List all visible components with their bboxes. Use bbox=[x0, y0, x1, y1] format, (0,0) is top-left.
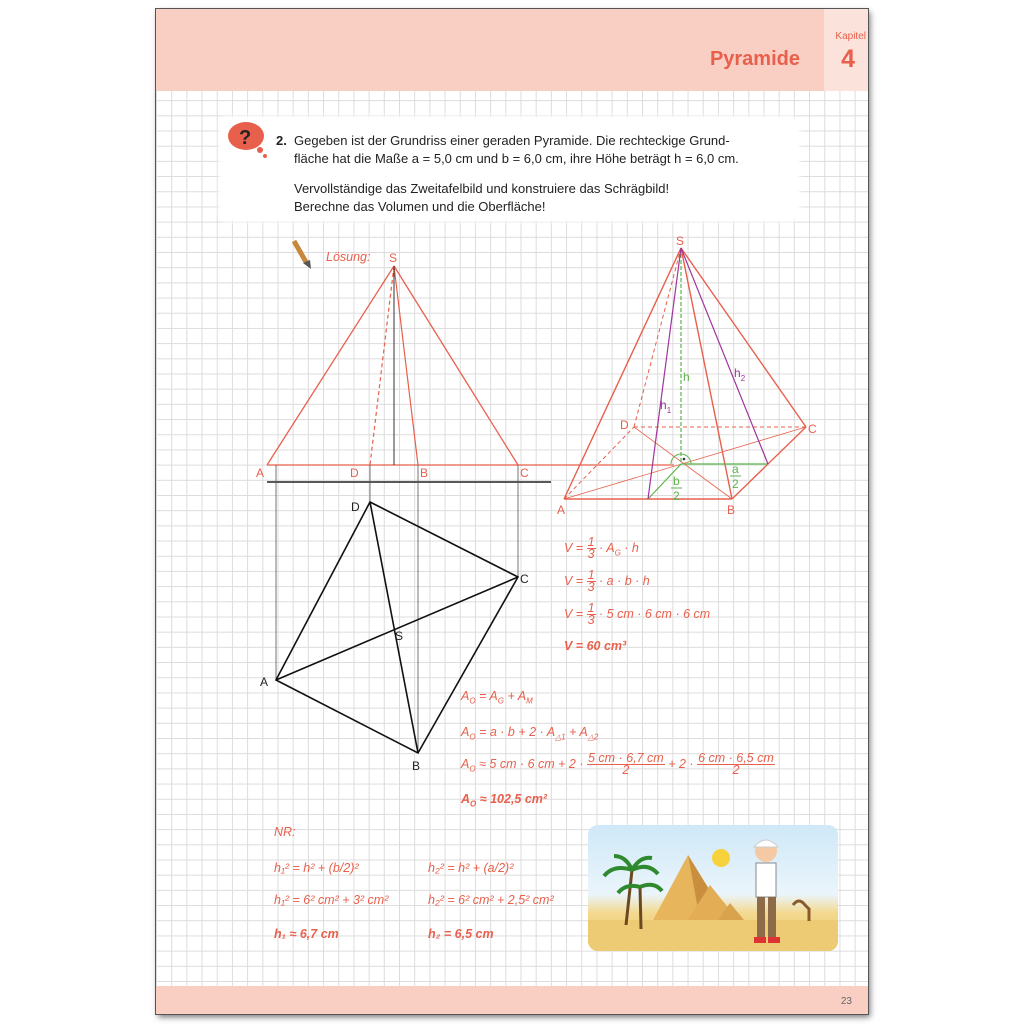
page-number: 23 bbox=[840, 996, 852, 1007]
illustration-art bbox=[588, 825, 838, 951]
oblique-label-B: B bbox=[727, 503, 736, 517]
oblique-label-h2: $h_2$ bbox=[734, 366, 746, 383]
oblique-label-h1: $h_1$ bbox=[660, 398, 672, 415]
task-number: 2. bbox=[276, 133, 287, 148]
svg-text:?: ? bbox=[239, 127, 252, 149]
top-label-C: C bbox=[520, 572, 529, 586]
surface-formula-1: $A_O = A_G + A_M$ bbox=[461, 689, 533, 706]
oblique-label-A: A bbox=[557, 503, 566, 517]
solution-label: Lösung: bbox=[326, 250, 371, 264]
volume-result: V = 60 cm³ bbox=[564, 639, 627, 653]
page-title: Pyramide bbox=[709, 48, 800, 70]
task-text-line: fläche hat die Maße a = 5,0 cm und b = 6,0 cm, ihre Höhe beträgt h = 6,0 cm. bbox=[294, 151, 739, 166]
surface-formula-2: $A_O = a \cdot b + 2 \cdot A_{\triangle 1} + A_{\triangle 2}$ bbox=[461, 725, 599, 742]
oblique-view bbox=[557, 234, 817, 517]
volume-formula-3: V = $\frac{1}{3}$ · 5 cm · 6 cm · 6 cm bbox=[564, 601, 711, 627]
top-label-D: D bbox=[351, 500, 360, 514]
egypt-pyramid-illustration bbox=[588, 825, 838, 951]
top-label-S: S bbox=[395, 629, 404, 643]
task-text-line: Vervollständige das Zweitafelbild und konstruiere das Schrägbild! bbox=[294, 181, 670, 196]
oblique-label-C: C bbox=[808, 422, 817, 436]
front-label-S: S bbox=[389, 251, 398, 265]
top-label-A: A bbox=[260, 675, 269, 689]
oblique-label-a: a bbox=[732, 462, 739, 476]
front-label-A: A bbox=[256, 466, 265, 480]
side-calc-label: NR: bbox=[274, 825, 296, 839]
surface-result: $A_O \approx 102,5$ cm² bbox=[461, 792, 548, 809]
side-calc-h2-line2: h₂² = 6² cm² + 2,5² cm² bbox=[428, 893, 554, 907]
task-text-line: Gegeben ist der Grundriss einer geraden Pyramide. Die rechteckige Grund- bbox=[294, 133, 730, 148]
front-label-D: D bbox=[350, 466, 359, 480]
page-footer bbox=[156, 986, 868, 1014]
volume-formula-1: V = $\frac{1}{3}$ · $A_G \cdot h$ bbox=[564, 535, 639, 561]
chapter-label: Kapitel bbox=[835, 31, 866, 42]
top-view bbox=[276, 502, 518, 753]
oblique-label-h: h bbox=[683, 370, 690, 384]
side-calc-h1-result: h₁ ≈ 6,7 cm bbox=[274, 927, 339, 941]
side-calc-h2-result: h₂ = 6,5 cm bbox=[428, 927, 494, 941]
surface-formula-3: $A_O \approx 5$ cm · 6 cm + 2 · $\frac{5 cm \cdot 6,7 cm}{2}$ + 2 · $\frac{6 cm \cdot 6,5 cm}{2}$ bbox=[461, 751, 774, 777]
front-view bbox=[256, 251, 674, 482]
side-calc-h1-line2: h₁² = 6² cm² + 3² cm² bbox=[274, 893, 389, 907]
projection-lines bbox=[276, 465, 518, 753]
oblique-label-a-denominator: 2 bbox=[732, 477, 739, 491]
oblique-label-D: D bbox=[620, 418, 629, 432]
oblique-label-b: b bbox=[673, 474, 680, 488]
volume-formula-2: V = $\frac{1}{3}$ · a · b · h bbox=[564, 568, 650, 594]
front-label-C: C bbox=[520, 466, 529, 480]
side-calc-h2-line1: h₂² = h² + (a/2)² bbox=[428, 861, 514, 875]
front-label-B: B bbox=[420, 466, 429, 480]
oblique-label-b-denominator: 2 bbox=[673, 489, 680, 503]
oblique-label-S: S bbox=[676, 234, 685, 248]
side-calc-h1-line1: h₁² = h² + (b/2)² bbox=[274, 861, 359, 875]
task-text-line: Berechne das Volumen und die Oberfläche! bbox=[294, 199, 546, 214]
top-label-B: B bbox=[412, 759, 421, 773]
chapter-number: 4 bbox=[841, 45, 855, 73]
worksheet-page bbox=[156, 9, 868, 1014]
